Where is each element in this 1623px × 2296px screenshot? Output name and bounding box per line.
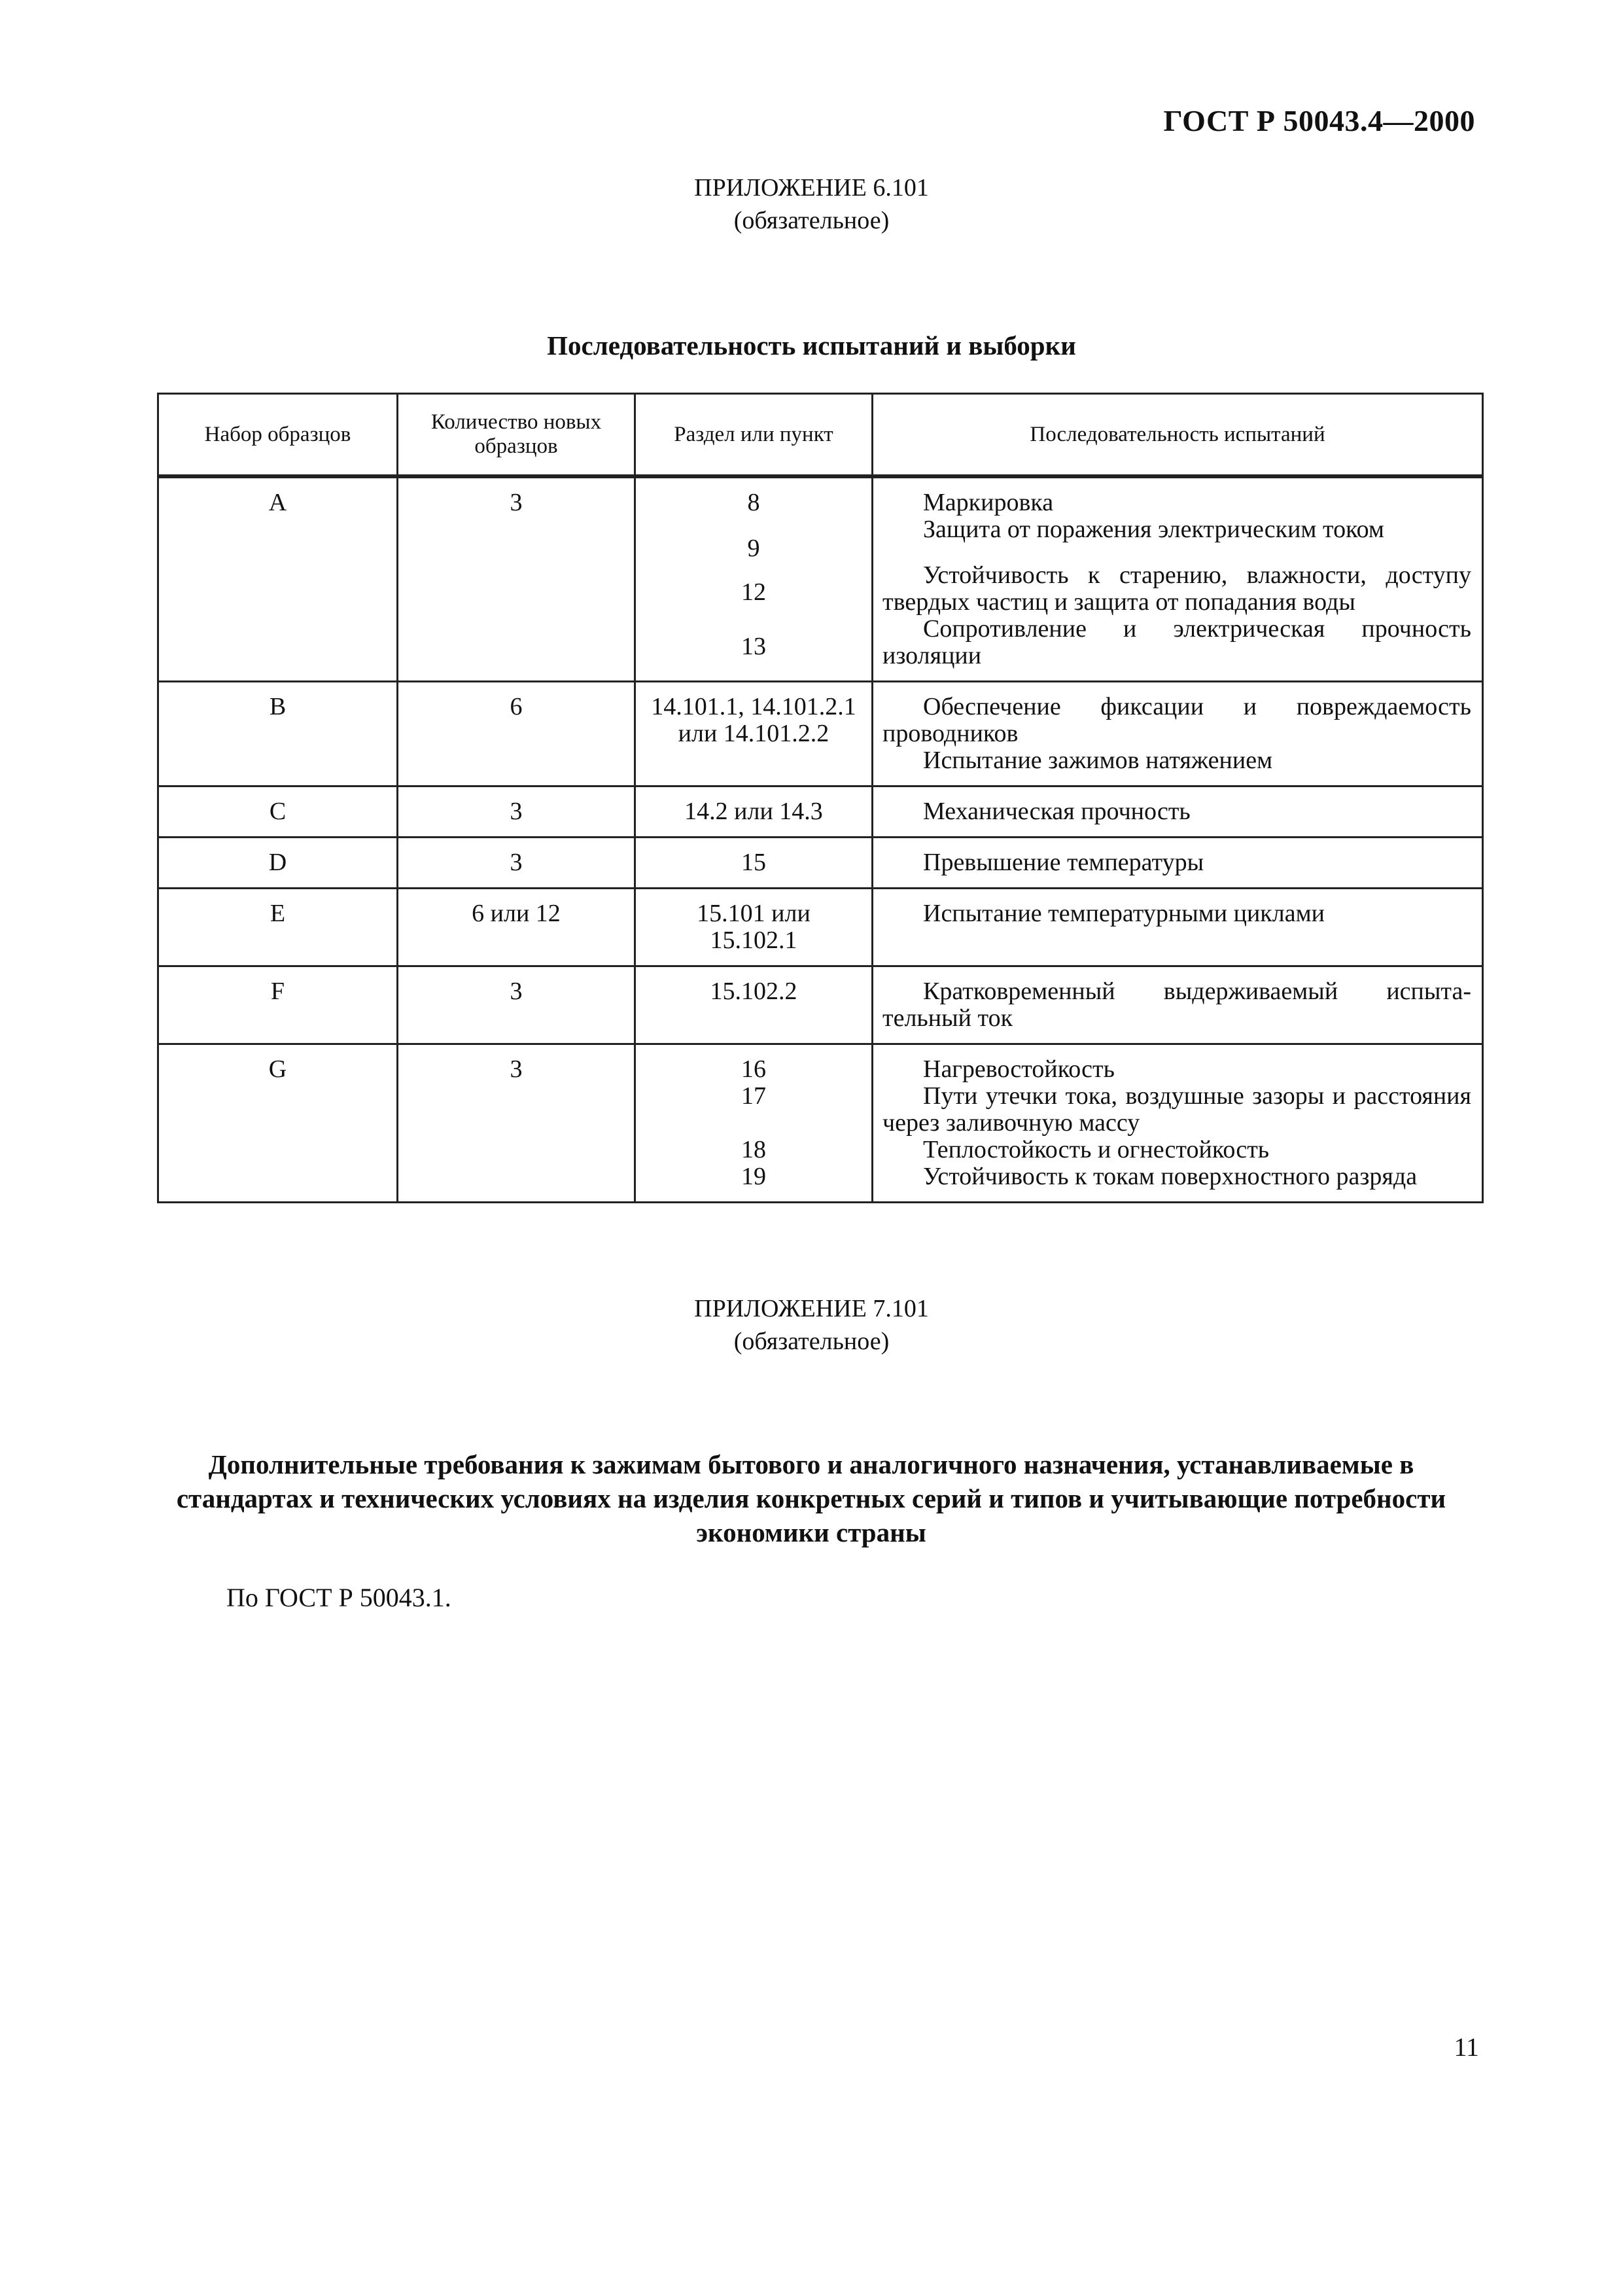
test-text: Обеспечение фиксации и повреждаемость проводников xyxy=(882,693,1471,747)
table-row xyxy=(158,786,1483,838)
sample-set: E xyxy=(158,889,398,966)
table-row xyxy=(158,1044,1483,1084)
test-name xyxy=(873,476,1483,516)
test-text: Нагревостойкость xyxy=(923,1055,1115,1083)
table-row xyxy=(158,476,1483,516)
page-number: 11 xyxy=(1454,2032,1479,2062)
sample-set: D xyxy=(158,838,398,889)
table-header-row xyxy=(158,394,1483,477)
clause: 8 xyxy=(635,476,873,516)
test-name xyxy=(873,889,1483,966)
test-text: Устойчивость к старению, влажности, доступу твердых частиц и защита от попадания воды xyxy=(882,561,1471,616)
appendix-subtitle: (обязательное) xyxy=(733,1328,890,1355)
test-text: Сопротивление и электрическая прочность изоляции xyxy=(882,615,1471,669)
sample-quantity: 3 xyxy=(398,838,635,889)
table-row xyxy=(158,966,1483,1044)
test-text: Устойчивость к токам поверхностного разряда xyxy=(923,1163,1418,1190)
clause: 9 xyxy=(635,516,873,562)
table-row xyxy=(158,838,1483,889)
test-text: Механическая прочность xyxy=(923,798,1191,825)
clause: 14.101.1, 14.101.2.1 или 14.101.2.2 xyxy=(635,682,873,786)
sample-set: A xyxy=(158,476,398,682)
test-name xyxy=(873,1163,1483,1203)
body-text: По ГОСТ Р 50043.1. xyxy=(226,1583,451,1612)
clause: 18 xyxy=(635,1137,873,1163)
appendix-subtitle: (обязательное) xyxy=(733,207,890,234)
clause: 14.2 или 14.3 xyxy=(635,786,873,838)
column-header: Количество новых образцов xyxy=(398,394,635,477)
column-header: Раздел или пункт xyxy=(635,394,873,477)
test-text: Теплостойкость и огнестойкость xyxy=(923,1136,1270,1163)
clause: 12 xyxy=(635,562,873,616)
test-text: Испытание зажимов натяжением xyxy=(923,747,1273,774)
test-name xyxy=(873,562,1483,616)
test-text: Кратковременный выдерживаемый испыта-тельный ток xyxy=(882,978,1471,1032)
table-row xyxy=(158,889,1483,966)
clause: 13 xyxy=(635,616,873,682)
test-name xyxy=(873,616,1483,682)
test-name xyxy=(873,1044,1483,1084)
test-text: Защита от поражения электрическим током xyxy=(923,516,1384,543)
clause: 17 xyxy=(635,1083,873,1137)
sample-set: C xyxy=(158,786,398,838)
test-text: Испытание температурными циклами xyxy=(923,900,1325,927)
clause: 15.101 или 15.102.1 xyxy=(635,889,873,966)
sample-quantity: 6 или 12 xyxy=(398,889,635,966)
test-name xyxy=(873,1083,1483,1137)
test-name xyxy=(873,682,1483,748)
sample-quantity: 3 xyxy=(398,786,635,838)
sample-set: B xyxy=(158,682,398,786)
test-text: Маркировка xyxy=(923,489,1054,516)
sample-quantity: 6 xyxy=(398,682,635,786)
test-name xyxy=(873,838,1483,889)
test-name xyxy=(873,786,1483,838)
test-name xyxy=(873,516,1483,562)
table-heading: Последовательность испытаний и выборки xyxy=(547,330,1076,361)
sample-set: G xyxy=(158,1044,398,1203)
test-name xyxy=(873,747,1483,786)
sample-set: F xyxy=(158,966,398,1044)
clause: 16 xyxy=(635,1044,873,1084)
test-name xyxy=(873,1137,1483,1163)
sample-quantity: 3 xyxy=(398,966,635,1044)
column-header: Набор образцов xyxy=(158,394,398,477)
table-row xyxy=(158,682,1483,748)
sample-quantity: 3 xyxy=(398,1044,635,1203)
test-sequence-table xyxy=(157,393,1484,1203)
test-text: Пути утечки тока, воздушные зазоры и расстояния через заливочную массу xyxy=(882,1082,1471,1137)
clause: 15 xyxy=(635,838,873,889)
appendix-title: ПРИЛОЖЕНИЕ 7.101 xyxy=(694,1295,929,1322)
test-text: Превышение температуры xyxy=(923,849,1204,876)
appendix-title: ПРИЛОЖЕНИЕ 6.101 xyxy=(694,174,929,202)
section-heading: Дополнительные требования к зажимам бытового и аналогичного назначения, устанавливаемые в стандартах и технических условиях на изделия конкретных серий и типов и учитывающие потребности экономики страны xyxy=(176,1449,1446,1547)
document-code: ГОСТ Р 50043.4—2000 xyxy=(1163,104,1475,137)
test-name xyxy=(873,966,1483,1044)
sample-quantity: 3 xyxy=(398,476,635,682)
column-header: Последовательность испытаний xyxy=(873,394,1483,477)
clause: 19 xyxy=(635,1163,873,1203)
clause: 15.102.2 xyxy=(635,966,873,1044)
